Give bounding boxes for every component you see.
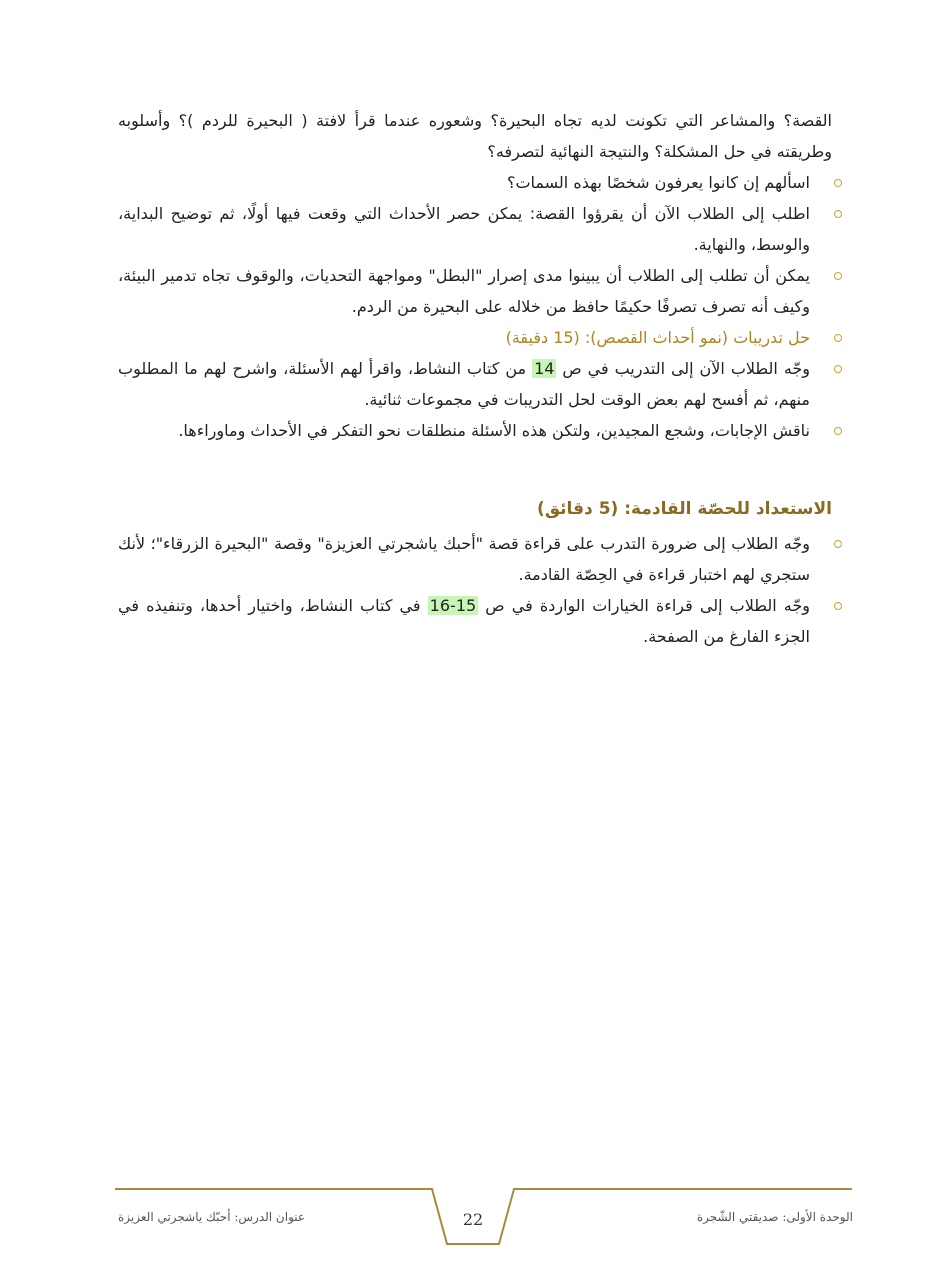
item-text: في كتاب النشاط، واختيار أحدها، وتنفيذه في الجزء الفارغ من الصفحة. (118, 596, 810, 646)
circle-bullet-icon (834, 602, 842, 610)
circle-bullet-icon (834, 179, 842, 187)
exercise-heading: حل تدريبات (نمو أحداث القصص): (15 دقيقة) (505, 328, 810, 347)
circle-bullet-icon (834, 427, 842, 435)
highlighted-page-number: 14 (534, 359, 555, 378)
item-text: من كتاب النشاط، واقرأ لهم الأسئلة، واشرح لهم ما المطلوب منهم، ثم أفسح لهم بعض الوقت لحل التدريبات في مجموعات ثنائية. (118, 359, 810, 409)
list-item (118, 260, 832, 322)
footer-lesson-title: عنوان الدرس: أحبّك ياشجرتي العزيزة (118, 1210, 306, 1224)
lesson-content (118, 105, 832, 652)
circle-bullet-icon (834, 210, 842, 218)
list-item (118, 415, 832, 446)
circle-bullet-icon (834, 540, 842, 548)
activity-list (118, 167, 832, 446)
section-heading: الاستعداد للحصّة القادمة: (5 دقائق) (537, 499, 832, 519)
item-text: يمكن أن تطلب إلى الطلاب أن يبينوا مدى إصرار "البطل" ومواجهة التحديات، والوقوف تجاه تدمير البيئة، وكيف أنه تصرف تصرفًا حكيمًا حافظ من خلاله على البحيرة من الردم. (118, 266, 810, 316)
list-item (118, 353, 832, 415)
list-item (118, 590, 832, 652)
circle-bullet-icon (834, 334, 842, 342)
list-item (118, 528, 832, 590)
list-item (118, 167, 832, 198)
item-text: اسألهم إن كانوا يعرفون شخصًا بهذه السمات؟ (506, 173, 810, 192)
intro-paragraph: القصة؟ والمشاعر التي تكونت لديه تجاه البحيرة؟ وشعوره عندما قرأ لافتة ( البحيرة للردم )؟ وأسلوبه وطريقته في حل المشكلة؟ والنتيجة النهائية لتصرفه؟ (118, 111, 832, 161)
item-text: وجّه الطلاب الآن إلى التدريب في ص (556, 359, 811, 378)
page-number: 22 (462, 1210, 484, 1229)
preparation-list (118, 528, 832, 652)
circle-bullet-icon (834, 365, 842, 373)
highlighted-page-number: 15-16 (429, 596, 477, 615)
item-text: وجّه الطلاب إلى قراءة الخيارات الواردة في ص (478, 596, 811, 615)
list-item (118, 198, 832, 260)
list-item-subheading (118, 322, 832, 353)
item-text: وجّه الطلاب إلى ضرورة التدرب على قراءة قصة "أحبك ياشجرتي العزيزة" وقصة "البحيرة الزرقاء"؛ لأنك ستجري لهم اختبار قراءة في الحِصّة القادمة. (118, 534, 810, 584)
footer-unit-title: الوحدة الأولى: صديقتي الشّجرة (696, 1210, 853, 1224)
circle-bullet-icon (834, 272, 842, 280)
item-text: ناقش الإجابات، وشجع المجيدين، ولتكن هذه الأسئلة منطلقات نحو التفكر في الأحداث وماوراءها. (178, 421, 810, 440)
item-text: اطلب إلى الطلاب الآن أن يقرؤوا القصة: يمكن حصر الأحداث التي وقعت فيها أولًا، ثم توضيح البداية، والوسط، والنهاية. (118, 204, 810, 254)
